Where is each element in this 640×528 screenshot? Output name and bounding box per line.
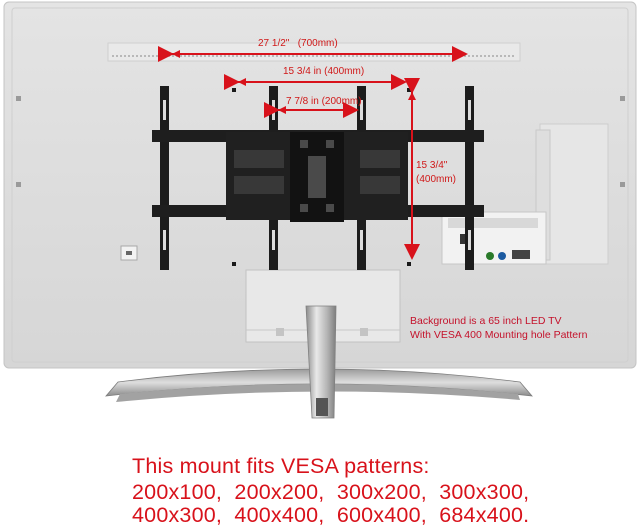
dimension-200mm-label: 7 7/8 in (200mm) [286, 96, 362, 107]
stand-neck [306, 306, 336, 418]
dimension-400mm-vertical-label-line2: (400mm) [416, 174, 457, 185]
connector-panel [442, 212, 546, 264]
dimension-400mm-vertical-label-line1: 15 3/4" [416, 160, 448, 171]
right-vent-grille [536, 124, 608, 264]
compat-patterns-line2: 400x300, 400x400, 600x400, 684x400. [132, 503, 530, 527]
compat-heading: This mount fits VESA patterns: [132, 454, 430, 478]
compat-patterns-line1: 200x100, 200x200, 300x200, 300x300, [132, 480, 530, 504]
dimension-400mm-horizontal-label: 15 3/4 in (400mm) [283, 66, 365, 77]
background-note-line2: With VESA 400 Mounting hole Pattern [410, 329, 588, 341]
dimension-700mm-label: 27 1/2" (700mm) [258, 38, 338, 49]
power-socket [121, 246, 137, 260]
background-note-line1: Background is a 65 inch LED TV [410, 315, 562, 327]
